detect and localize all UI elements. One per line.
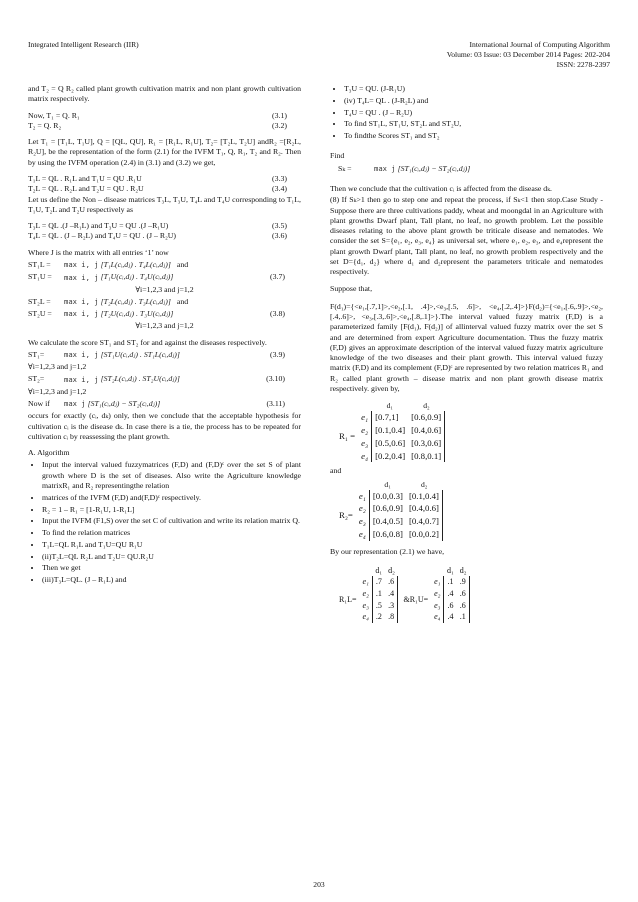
lower-upper-matrices (330, 563, 603, 629)
score-st2: ST₂= max i, j [ST₂L(cᵢ,dⱼ) . ST₂U(cᵢ,dⱼ)] (3.10) (28, 374, 285, 384)
issn: ISSN: 2278-2397 (556, 59, 610, 69)
list-item: • matrices of the IVFM (F,D) and(F,D)ᶜ respectively. (42, 493, 301, 503)
score-st1l: ST₁L = max i, j [T₁L(cᵢ,dⱼ) . T₄L(cᵢ,dⱼ)] and (28, 259, 189, 270)
quantifier: ∀i=1,2,3 and j=1,2 (28, 386, 87, 396)
left-column (28, 84, 301, 592)
list-item: • To find the relation matrices (42, 528, 301, 538)
matrix-r1l: d₁ d₂ R₁L= e₁ .7 .6 e₂ .1 .4 e₃ .5 .3 e₄ .2 .8 (336, 565, 398, 623)
list-item: • T₃U = QU. (J-R₁U) (344, 84, 603, 94)
quantifier: ∀i=1,2,3 and j=1,2 (135, 321, 194, 331)
sk-formula: Sₖ = max j [ST₁(cᵢ,dⱼ) − ST₂(cᵢ,dⱼ)] (338, 163, 471, 174)
paragraph: Then we conclude that the cultivation cᵢ is affected from the disease dₖ. (330, 183, 552, 193)
paragraph: (8) If Sₖ>1 then go to step one and repeat the process, if Sₖ<1 then stop.Case Study -Suppose there are three cultivations paddy, wheat and moongdal in an Agriculture with plant growths Dwarf plant, Tall plant, no leaf, no growth problem. Let the possible diseases relating to the above plant growth be triticale disease and nematodes. We consider the set S={e₁, e₂, e₃, e₄} as universal set, where e₁, e₂, e₃, and e₄represent the plant growth Dwarf plant, Tall plant, no leaf, no growth problem respectively and the set D={d₁, d₂} where d₁ and d₂represent the parameters triticale and nematodes respectively. (330, 195, 603, 277)
list-item: • (ii)T₂L=QL R₂L and T₂U= QU.R₂U (42, 552, 301, 562)
equation-3-1: Now, T₁ = Q. R₁ (3.1) (28, 110, 287, 120)
paragraph: and T₂ = Q R₂ called plant growth cultivation matrix and non plant growth cultivation matrix respectively. (28, 84, 301, 104)
score-st1u: ST₁U = max i, j [T₁U(cᵢ,dⱼ) . T₄U(cᵢ,dⱼ)] (3.7) (28, 272, 285, 282)
equation-3-5: T₃L = QL .(J –R₁L) and T₃U = QU .(J –R₁U) (3.5) (28, 221, 287, 231)
list-item: • Then we get (42, 563, 301, 573)
volume-info: Volume: 03 Issue: 03 December 2014 Pages: 202-204 (446, 49, 610, 59)
equation-3-6: T₄L = QL . (J – R₂L) and T₄U = QU . (J – R₂U) (3.6) (28, 231, 287, 241)
paragraph: Let us define the Non – disease matrices T₃L, T₃U, T₄L and T₄U corresponding to T₁L, T₁U, T₂L and T₂U respectively as (28, 194, 301, 214)
list-item: • Input the IVFM (F1,S) over the set C of cultivation and write its relation matrix Q. (42, 516, 301, 526)
matrix-r2: d₁ d₂ R₂= e₁ [0.0,0.3] [0.1,0.4] e₂ [0.6,0.9] [0.4,0.6] e₃ [0.4,0.5] [0.4,0.7] e₄ [0.6,0.8] [0.0,0.2] (336, 479, 443, 541)
list-item: • T₄U = QU . (J – R₂U) (344, 108, 603, 118)
score-st1: ST₁= max i, j [ST₁U(cᵢ,dⱼ) . ST₁L(cᵢ,dⱼ)] (3.9) (28, 349, 285, 360)
running-header-left: Integrated Intelligent Research (IIR) (28, 40, 139, 49)
paragraph: By our representation (2.1) we have, (330, 546, 445, 556)
find-label: Find (330, 151, 345, 161)
equation-3-3: T₁L = QL . R₁L and T₁U = QU .R₁U (3.3) (28, 173, 287, 183)
conjunction: and (330, 466, 342, 476)
running-header-right (447, 40, 610, 70)
algorithm-list-cont (330, 84, 603, 141)
score-st2l: ST₂L = max i, j [T₂L(cᵢ,dⱼ) . T₃L(cᵢ,dⱼ)] and (28, 296, 189, 307)
paragraph: Where J is the matrix with all entries ‘1’ now (28, 247, 169, 257)
paragraph: F(d₁)={<e₁,[.7,1]>,<e₂,[.1, .4]>,<e₃,[.5, .6]>, <e₄,[.2,.4]>}F(d₂)={<e₁,[.6,.9]>,<e₂,[.4,.6]>, <e₃,[.3,.6]>,<e₄,[.8,.1]>}.The interval valued fuzzy matrix (F,D) is a parameterized family [F(d₁), F(d₂)] of allinterval valued fuzzy matrix over the set S and are determined from expert Agriculture documentation. Thus the fuzzy matrix (F,D) gives an approximate description of the interval valued fuzzy matrix agriculture knowledge of the two diseases and their plant growth. This interval valued fuzzy matrix (F,D) and its complement (F,D)ᶜ are represented by two relation matrices R₁ and R₂ called plant growth – disease matrix and non plant growth disease matrix respectively. given by, (330, 301, 603, 394)
quantifier: ∀i=1,2,3 and j=1,2 (135, 284, 194, 294)
decision-rule: Now if max j [ST₁(cᵢ,dⱼ) − ST₂(cᵢ,dⱼ)] (3.11) (28, 399, 285, 409)
list-item: • T₁L=QL R₁L and T₁U=QU R₁U (42, 540, 301, 550)
equation-3-4: T₂L = QL . R₂L and T₂U = QU . R₂U (3.4) (28, 184, 287, 194)
paragraph: Suppose that, (330, 283, 373, 293)
list-item: • (iv) T₄L= QL . (J-R₂L) and (344, 96, 603, 106)
page-number: 203 (313, 880, 325, 889)
list-item: • R₂ = 1 – R₁ = [1-R₁U, 1-R₁L] (42, 505, 301, 515)
section-heading: A. Algorithm (28, 448, 70, 458)
matrix-r1u: d₁ d₂ &R₁U= e₁ .1 .9 e₂ .4 .6 e₃ .6 .6 e₄ .4 .1 (400, 565, 470, 623)
right-column (330, 84, 603, 629)
journal-name: International Journal of Computing Algorithm (469, 40, 610, 49)
equation-3-2: T₂ = Q. R₂ (3.2) (28, 120, 287, 130)
algorithm-list (28, 460, 301, 585)
list-item: • To findthe Scores ST₁ and ST₂ (344, 131, 603, 141)
matrix-r1: d₁ d₂ R₁ = e₁ [0.7,1] [0.6,0.9] e₂ [0.1,0.4] [0.4,0.6] e₃ [0.5,0.6] [0.3,0.6] e₄ [0.2,0.4] [0.8,0.1] (336, 400, 445, 462)
paragraph: occurs for exactly (cᵢ, dₖ) only, then we conclude that the acceptable hypothesis for cultivation cᵢ is the disease dₖ. In case there is a tie, the process has to be repeated for cultivation cᵢ by reassessing the plant growth. (28, 411, 301, 441)
quantifier: ∀i=1,2,3 and j=1,2 (28, 362, 87, 372)
paragraph: Let T₁ = [T₁L, T₁U], Q = [QL, QU], R₁ = [R₁L, R₁U], T₂= [T₂L, T₂U] andR₂ =[R₂L, R₂U], be the representation of the form (2.1) for the IVFM T₁, Q, R₁, T₂ and R₂. Then by using the IVFM operation (2.4) in (3.1) and (3.2) we get, (28, 137, 301, 167)
list-item: • To find ST₁L, ST₁U, ST₂L and ST₂U, (344, 119, 603, 129)
paragraph: We calculate the score ST₁ and ST₂ for and against the diseases respectively. (28, 337, 267, 347)
list-item: • (iii)T₃L=QL. (J – R₁L) and (42, 575, 301, 585)
list-item: • Input the interval valued fuzzymatrices (F,D) and (F,D)ᶜ over the set S of plant growth where D is the set of diseases. Also write the Agriculture knowledge matrixR₁ and R₂ representingthe relation (42, 460, 301, 491)
score-st2u: ST₂U = max i, j [T₂U(cᵢ,dⱼ) . T₃U(cᵢ,dⱼ)] (3.8) (28, 309, 285, 319)
